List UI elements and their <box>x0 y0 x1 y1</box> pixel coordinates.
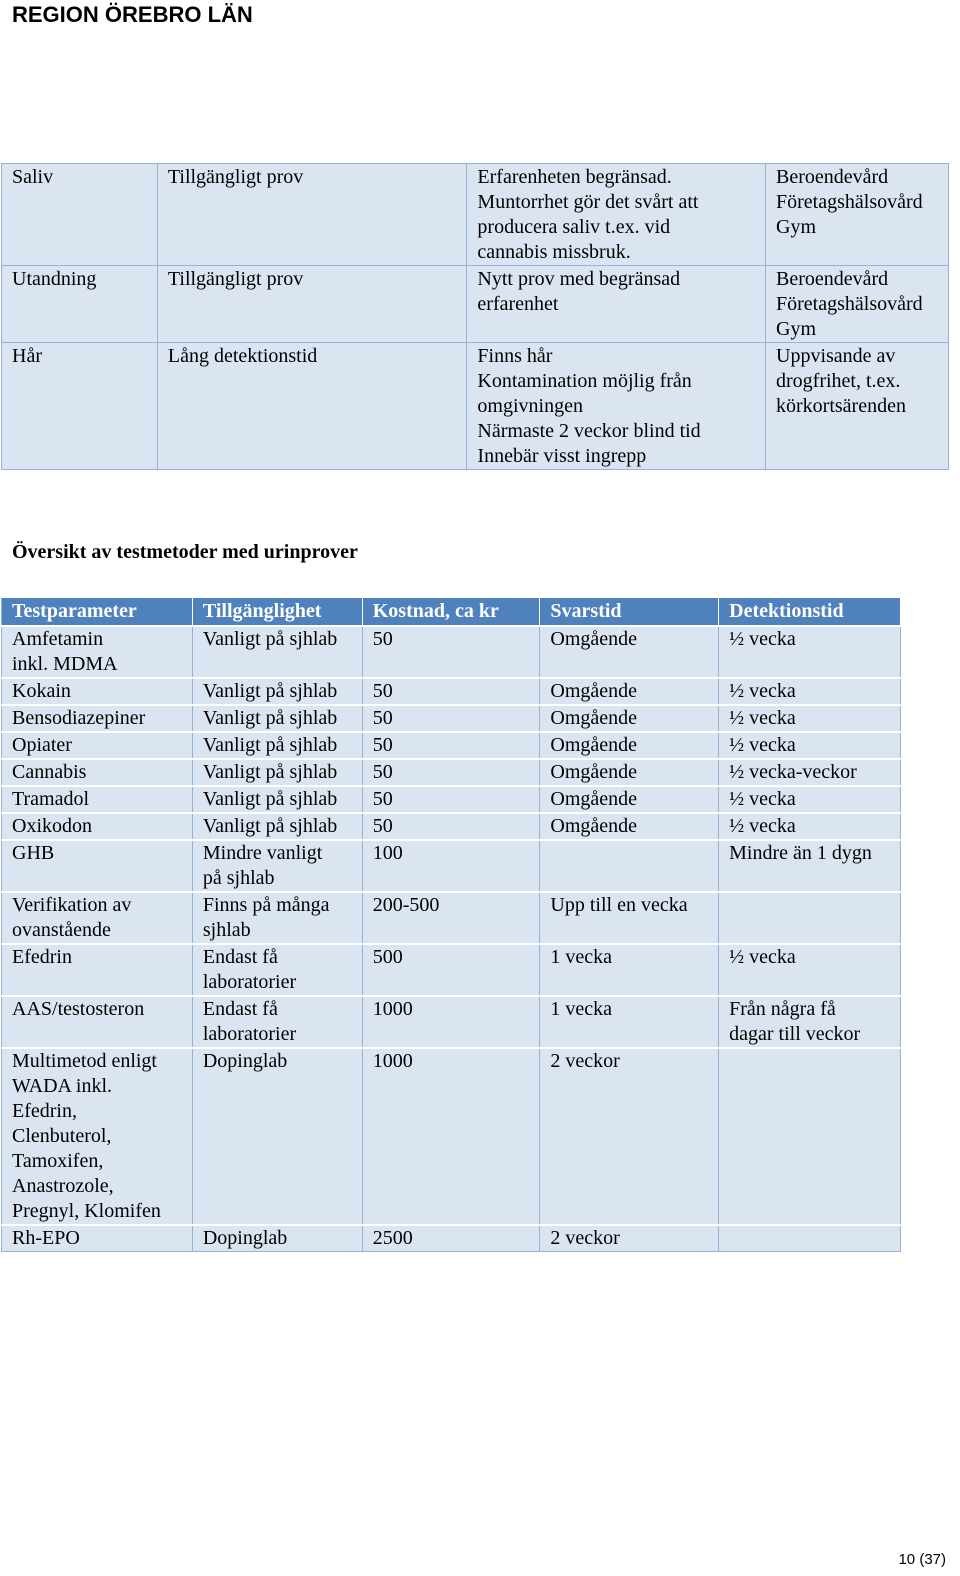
table-row <box>2 813 901 840</box>
table-cell: Vanligt på sjhlab <box>192 759 362 786</box>
table-row <box>2 1048 901 1225</box>
document-header-title: REGION ÖREBRO LÄN <box>12 2 253 27</box>
table-cell: Amfetamin inkl. MDMA <box>2 626 193 678</box>
column-header: Kostnad, ca kr <box>362 598 540 627</box>
table-cell: Omgående <box>540 732 719 759</box>
page-number: 10 (37) <box>898 1551 946 1568</box>
table-cell: Efedrin <box>2 944 193 996</box>
table-cell: Bensodiazepiner <box>2 705 193 732</box>
table-cell: 1 vecka <box>540 996 719 1048</box>
table-cell <box>719 1225 901 1252</box>
table-cell: Endast få laboratorier <box>192 944 362 996</box>
table-row <box>2 626 901 678</box>
table-cell: Uppvisande av drogfrihet, t.ex. körkortsärenden <box>766 343 949 470</box>
table-cell: Finns på många sjhlab <box>192 892 362 944</box>
table-cell: Saliv <box>2 164 158 266</box>
table-cell: GHB <box>2 840 193 892</box>
table-row <box>2 1225 901 1252</box>
table-cell: 100 <box>362 840 540 892</box>
table-cell: 50 <box>362 759 540 786</box>
table-row <box>2 892 901 944</box>
column-header: Svarstid <box>540 598 719 627</box>
table-cell: 2500 <box>362 1225 540 1252</box>
table-cell: Tillgängligt prov <box>157 164 467 266</box>
table-cell: Mindre än 1 dygn <box>719 840 901 892</box>
table-cell: Beroendevård Företagshälsovård Gym <box>766 164 949 266</box>
table-cell: Utandning <box>2 266 158 343</box>
table-cell: Opiater <box>2 732 193 759</box>
table-cell: ½ vecka <box>719 786 901 813</box>
table-cell: ½ vecka <box>719 944 901 996</box>
table-row <box>2 759 901 786</box>
table-cell: ½ vecka <box>719 678 901 705</box>
table-cell: Lång detektionstid <box>157 343 467 470</box>
table-cell: 1 vecka <box>540 944 719 996</box>
table-cell: Finns hår Kontamination möjlig från omgivningen Närmaste 2 veckor blind tid Innebär visst ingrepp <box>467 343 766 470</box>
table-cell: Tillgängligt prov <box>157 266 467 343</box>
table-cell: Dopinglab <box>192 1048 362 1225</box>
table-cell: 200-500 <box>362 892 540 944</box>
table-cell: 2 veckor <box>540 1225 719 1252</box>
table-cell <box>540 840 719 892</box>
table-cell: Vanligt på sjhlab <box>192 732 362 759</box>
table-cell: ½ vecka <box>719 732 901 759</box>
table-cell: 50 <box>362 626 540 678</box>
table-cell: Oxikodon <box>2 813 193 840</box>
table-cell: Vanligt på sjhlab <box>192 786 362 813</box>
table-cell: 1000 <box>362 1048 540 1225</box>
table-cell: Endast få laboratorier <box>192 996 362 1048</box>
table-cell: ½ vecka <box>719 626 901 678</box>
table-row <box>2 705 901 732</box>
table-cell: Vanligt på sjhlab <box>192 626 362 678</box>
table-cell: Omgående <box>540 705 719 732</box>
table-cell: AAS/testosteron <box>2 996 193 1048</box>
table-cell: 50 <box>362 678 540 705</box>
table-row <box>2 343 949 470</box>
column-header: Tillgänglighet <box>192 598 362 627</box>
table-cell: ½ vecka-veckor <box>719 759 901 786</box>
table-cell: Mindre vanligt på sjhlab <box>192 840 362 892</box>
table-row <box>2 996 901 1048</box>
table-cell: Vanligt på sjhlab <box>192 678 362 705</box>
table-cell: Omgående <box>540 626 719 678</box>
table-row <box>2 266 949 343</box>
table-cell: Omgående <box>540 759 719 786</box>
table-cell: 50 <box>362 813 540 840</box>
table-cell: Beroendevård Företagshälsovård Gym <box>766 266 949 343</box>
table-row <box>2 678 901 705</box>
table-header-row <box>2 598 901 627</box>
table-cell: 500 <box>362 944 540 996</box>
table-cell: Nytt prov med begränsad erfarenhet <box>467 266 766 343</box>
table-row <box>2 732 901 759</box>
table-cell: Verifikation av ovanstående <box>2 892 193 944</box>
table-cell: Dopinglab <box>192 1225 362 1252</box>
table-cell: 50 <box>362 732 540 759</box>
table-cell: ½ vecka <box>719 705 901 732</box>
table-cell: 50 <box>362 786 540 813</box>
table-cell: 50 <box>362 705 540 732</box>
table-cell: Tramadol <box>2 786 193 813</box>
table-cell: Omgående <box>540 813 719 840</box>
column-header: Testparameter <box>2 598 193 627</box>
urine-test-table <box>1 597 901 1252</box>
table-cell: Erfarenheten begränsad. Muntorrhet gör det svårt att producera saliv t.ex. vid cannabis missbruk. <box>467 164 766 266</box>
table-row <box>2 786 901 813</box>
table-cell: Cannabis <box>2 759 193 786</box>
table-cell: Multimetod enligt WADA inkl. Efedrin, Clenbuterol, Tamoxifen, Anastrozole, Pregnyl, Klomifen <box>2 1048 193 1225</box>
table-cell: ½ vecka <box>719 813 901 840</box>
table-cell <box>719 892 901 944</box>
column-header: Detektionstid <box>719 598 901 627</box>
table-cell <box>719 1048 901 1225</box>
table-row <box>2 164 949 266</box>
table-cell: Från några få dagar till veckor <box>719 996 901 1048</box>
table-cell: Hår <box>2 343 158 470</box>
table-cell: Vanligt på sjhlab <box>192 813 362 840</box>
table-cell: Omgående <box>540 678 719 705</box>
table-cell: 1000 <box>362 996 540 1048</box>
table-cell: Upp till en vecka <box>540 892 719 944</box>
table-cell: Vanligt på sjhlab <box>192 705 362 732</box>
sample-methods-table <box>1 163 949 470</box>
table-row <box>2 944 901 996</box>
section-heading: Översikt av testmetoder med urinprover <box>12 541 358 563</box>
table-cell: 2 veckor <box>540 1048 719 1225</box>
table-row <box>2 840 901 892</box>
table-cell: Omgående <box>540 786 719 813</box>
table-cell: Rh-EPO <box>2 1225 193 1252</box>
table-cell: Kokain <box>2 678 193 705</box>
